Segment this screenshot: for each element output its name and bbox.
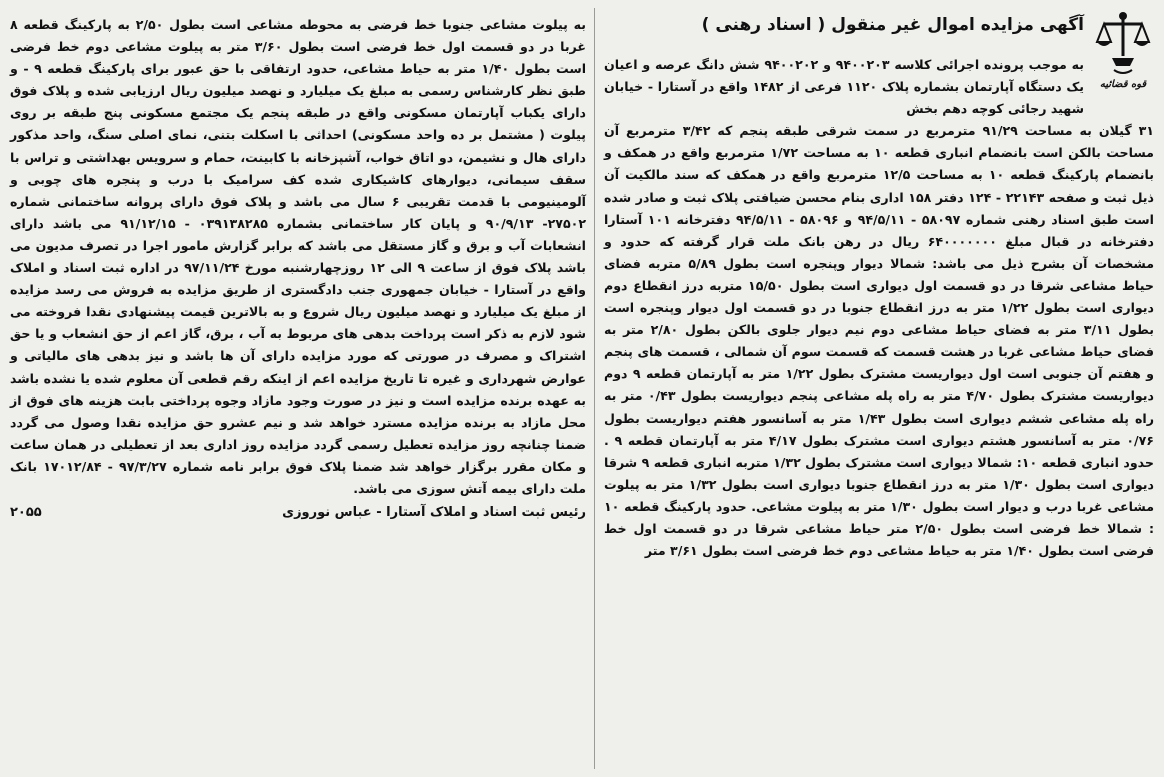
left-column	[10, 14, 586, 769]
signature: رئیس ثبت اسناد و املاک آستارا - عباس نوروزی	[282, 505, 586, 521]
signature-line	[10, 502, 586, 524]
right-column	[604, 10, 1154, 769]
notice-body-right: ۳۱ گیلان به مساحت ۹۱/۲۹ مترمربع در سمت شرقی طبقه پنجم که ۳/۴۲ مترمربع آن مساحت بالکن است بانضمام انباری قطعه ۱۰ به مساحت ۱/۷۲ مترمربع واقع در همکف و بانضمام پارکینگ قطعه ۱۰ به مساحت ۱۲/۵ مترمربع واقع در همکف که سند مالکیت آن ذیل ثبت و صفحه ۲۲۱۴۳ - ۱۲۴ دفتر ۱۵۸ اداری بنام محسن ضیافتی پلاک ثبت و صادر شده است طبق اسناد رهنی شماره ۵۸۰۹۷ - ۹۴/۵/۱۱ و ۵۸۰۹۶ - ۹۴/۵/۱۱ دفترخانه ۱۰۱ آستارا دفترخانه در قبال مبلغ ۶۴۰۰۰۰۰۰۰ ریال در رهن بانک ملت قرار گرفته که حدود و مشخصات آن بشرح ذیل می باشد: شمالا دیوار وپنجره است بطول ۵/۸۹ متربه فضای حیاط مشاعی شرقا در دو قسمت اول دیواری است بطول ۱۵/۵۰ متربه درز انقطاع دوم دیواری است بطول ۱/۲۲ متر به درز انقطاع جنوبا در دو قسمت اول دیوار وپنجره است بطول ۳/۱۱ متر به فضای حیاط مشاعی دوم نیم دیوار جلوی بالکن بطول ۲/۸۰ متر به فضای حیاط مشاعی غربا در هشت قسمت که قسمت سوم آن شمالی ، قسمت های پنجم و هفتم آن جنوبی است اول دیواریست مشترک بطول ۱/۲۲ متر به آپارتمان قطعه ۹ دوم دیواریست مشترک بطول ۴/۷۰ متر به راه پله مشاعی پنجم دیواریست بطول ۰/۴۳ متر به راه پله مشاعی ششم دیواری است بطول ۱/۴۳ متر به آسانسور هفتم دیواریست بطول ۰/۷۶ متر به آسانسور هشتم دیواری است مشترک بطول ۴/۱۷ متر به آپارتمان قطعه ۹ . حدود انباری قطعه ۱۰: شمالا دیواری است مشترک بطول ۱/۳۲ متربه انباری قطعه ۹ شرقا دیواری است بطول ۱/۳۰ متر به درز انقطاع جنوبا دیواری است بطول ۱/۳۲ متر به پیلوت مشاعی غربا درب و دیوار است بطول ۱/۳۰ متر به پیلوت مشاعی. حدود پارکینگ قطعه ۱۰ : شمالا خط فرضی است بطول ۲/۵۰ متر حیاط مشاعی شرقا در دو قسمت اول خط فرضی است بطول ۱/۴۰ متر به حیاط مشاعی دوم خط فرضی است بطول ۳/۶۱ متر	[604, 123, 1155, 559]
notice-title: آگهی مزایده اموال غیر منقول ( اسناد رهنی )	[701, 15, 1084, 35]
notice-header	[604, 10, 1154, 54]
notice-intro: به موجب پرونده اجرائی کلاسه ۹۴۰۰۲۰۳ و ۹۴۰۰۲۰۲ شش دانگ عرصه و اعیان یک دستگاه آپارتمان بشماره پلاک ۱۱۲۰ فرعی از ۱۴۸۲ واقع در آستارا - خیابان شهید رجائی کوچه دهم بخش	[604, 57, 1084, 117]
column-divider	[594, 8, 595, 769]
document-number: ۲۰۵۵	[10, 505, 42, 521]
notice-body-left: به پیلوت مشاعی جنوبا خط فرضی به محوطه مشاعی است بطول ۲/۵۰ به پارکینگ قطعه ۸ غربا در دو قسمت اول خط فرضی است بطول ۳/۶۰ متر به پیلوت مشاعی دوم خط فرضی است بطول ۱/۴۰ متر به حیاط مشاعی، حدود ارتفاقی با حق عبور برای پارکینگ قطعه ۹ - و طبق نظر کارشناس رسمی به مبلغ یک میلیارد و نهصد میلیون ریال ارزیابی شده و پلاک فوق دارای یکباب آپارتمان مسکونی واقع در طبقه پنجم یک مجتمع مسکونی پنج طبقه بر روی پیلوت ( مشتمل بر ده واحد مسکونی) احداثی با اسکلت بتنی، نمای اصلی سنگ، واحد مذکور دارای هال و نشیمن، دو اتاق خواب، آشپزخانه با کابینت، حمام و سرویس بهداشتی و تراس با سقف سیمانی، دیوارهای کاشیکاری شده کف سرامیک با درب و پنجره های چوبی و آلومینیومی با قدمت تقریبی ۶ سال می باشد و پلاک فوق دارای پروانه ساختمانی شماره ۲۷۵۰۲- ۹۰/۹/۱۳ و پایان کار ساختمانی بشماره ۰۳۹۱۳۸۲۸۵ - ۹۱/۱۲/۱۵ می باشد دارای انشعابات آب و برق و گاز مستقل می باشد که برابر گزارش مامور اجرا در تصرف مدیون می باشد پلاک فوق از ساعت ۹ الی ۱۲ روزچهارشنبه مورخ ۹۷/۱۱/۲۴ در اداره ثبت اسناد و املاک واقع در آستارا - خیابان جمهوری جنب دادگستری از طریق مزایده به فروش می رسد مزایده از مبلغ یک میلیارد و نهصد میلیون ریال شروع و به بالاترین قیمت پیشنهادی نقدا فروخته می شود لازم به ذکر است پرداخت بدهی های مربوط به آب ، برق، گاز اعم از حق انشعاب و یا حق اشتراک و مصرف در صورتی که مورد مزایده دارای آن ها باشد و نیز بدهی های مالیاتی و عوارض شهرداری و غیره تا تاریخ مزایده اعم از اینکه رقم قطعی آن معلوم شده یا نشده باشد به عهده برنده مزایده است و نیز در صورت وجود مازاد وجوه پرداختی بابت هزینه های فوق از محل مازاد به برنده مزایده مسترد خواهد شد و نیم عشرو حق مزایده نقدا وصول می گردد ضمنا چنانچه روز مزایده تعطیل رسمی گردد مزایده روز اداری بعد از تعطیلی در همان ساعت و مکان مقرر برگزار خواهد شد ضمنا پلاک فوق برابر نامه شماره ۹۷/۳/۲۷ - ۱۷۰۱۲/۸۴ بانک ملت دارای بیمه آتش سوزی می باشد.	[10, 17, 587, 496]
emblem-caption: قوه قضائیه	[1099, 79, 1147, 90]
